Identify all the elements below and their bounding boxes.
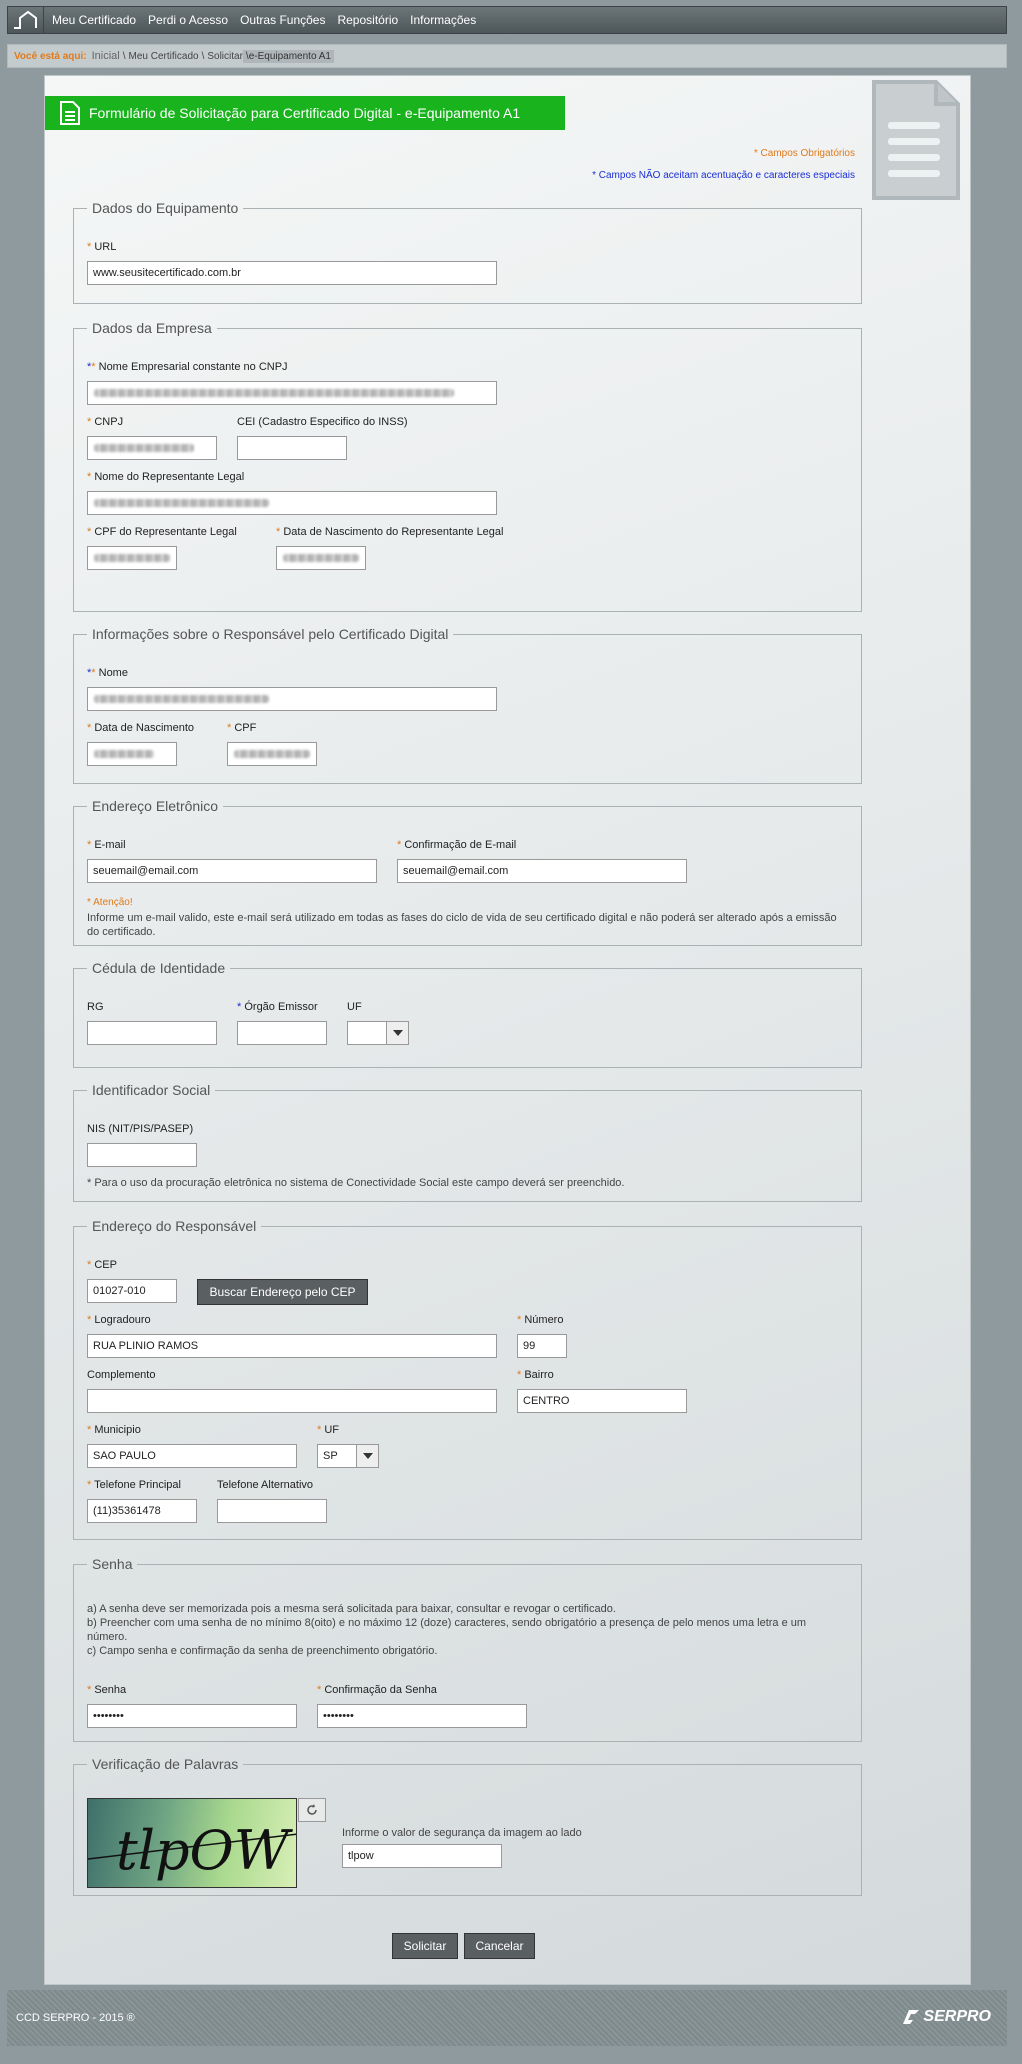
nav-perdi-acesso[interactable]: Perdi o Acesso <box>148 13 229 27</box>
redacted-value <box>94 554 170 562</box>
rg-label: RG <box>87 1001 104 1013</box>
cpf-representante-input[interactable] <box>87 546 177 570</box>
rg-input[interactable] <box>87 1021 217 1045</box>
numero-input[interactable]: 99 <box>517 1334 567 1358</box>
home-icon <box>12 10 40 30</box>
section-identidade <box>73 960 862 1068</box>
uf-endereco-select[interactable] <box>317 1444 379 1468</box>
attention-title: * Atenção! <box>87 897 133 908</box>
section-title: Verificação de Palavras <box>92 1756 239 1772</box>
url-label: * URL <box>87 241 117 253</box>
nis-label: NIS (NIT/PIS/PASEP) <box>87 1123 194 1135</box>
redacted-value <box>234 750 310 758</box>
section-empresa <box>73 320 862 612</box>
breadcrumb-separator: \ <box>122 50 126 62</box>
uf-endereco-label: * UF <box>317 1424 340 1436</box>
attention-text: Informe um e-mail valido, este e-mail será utilizado em todas as fases do ciclo de vida de seu certificado digital e não poderá ser alterado após a emissão do certificado. <box>87 912 837 938</box>
form-title: Formulário de Solicitação para Certificado Digital - e-Equipamento A1 <box>89 105 521 121</box>
breadcrumb-label: Você está aqui: <box>14 50 87 62</box>
uf-selected-value: SP <box>323 1450 338 1462</box>
nav-repositorio[interactable]: Repositório <box>337 13 399 27</box>
complemento-input[interactable] <box>87 1389 497 1413</box>
section-title: Senha <box>92 1556 133 1572</box>
nav-meu-certificado[interactable]: Meu Certificado <box>52 13 137 27</box>
top-nav <box>7 6 1007 34</box>
document-watermark-icon <box>866 76 966 206</box>
telefone-alternativo-input[interactable] <box>217 1499 327 1523</box>
nome-empresarial-input[interactable] <box>87 381 497 405</box>
section-endereco <box>73 1218 862 1540</box>
nome-input[interactable] <box>87 687 497 711</box>
redacted-value <box>94 499 269 507</box>
email-confirm-input[interactable]: seuemail@email.com <box>397 859 687 883</box>
breadcrumb-meu-certificado[interactable]: Meu Certificado <box>128 50 199 62</box>
cei-input[interactable] <box>237 436 347 460</box>
chevron-down-icon[interactable] <box>386 1022 408 1044</box>
complemento-label: Complemento <box>87 1369 156 1381</box>
nav-informacoes[interactable]: Informações <box>410 13 477 27</box>
brand-name: SERPRO <box>923 2008 991 2025</box>
redacted-value <box>94 695 269 703</box>
section-captcha <box>73 1756 862 1896</box>
senha-confirm-label: * Confirmação da Senha <box>317 1684 437 1696</box>
required-fields-note: * Campos Obrigatórios <box>753 148 855 159</box>
section-identificador-social <box>73 1082 862 1202</box>
nascimento-input[interactable] <box>87 742 177 766</box>
breadcrumb-home[interactable]: Inicial <box>91 50 120 62</box>
nis-note: * Para o uso da procuração eletrônica no sistema de Conectividade Social este campo deverá ser preenchido. <box>87 1177 625 1189</box>
captcha-image <box>87 1798 297 1888</box>
form-panel <box>44 75 971 1985</box>
breadcrumb-current: \e-Equipamento A1 <box>243 50 334 63</box>
section-responsavel <box>73 626 862 784</box>
representante-label: * Nome do Representante Legal <box>87 471 245 483</box>
senha-rules <box>87 1602 847 1658</box>
section-title: Dados da Empresa <box>92 320 212 336</box>
no-accents-note: * Campos NÃO aceitam acentuação e caracteres especiais <box>592 170 855 181</box>
cpf-representante-label: * CPF do Representante Legal <box>87 526 237 538</box>
cnpj-label: * CNPJ <box>87 416 124 428</box>
refresh-icon <box>306 1804 318 1816</box>
cep-input[interactable]: 01027-010 <box>87 1279 177 1303</box>
orgao-emissor-label: * Órgão Emissor <box>237 1001 318 1013</box>
municipio-input[interactable]: SAO PAULO <box>87 1444 297 1468</box>
uf-select[interactable] <box>347 1021 409 1045</box>
bairro-label: * Bairro <box>517 1369 554 1381</box>
copyright: CCD SERPRO - 2015 ® <box>16 2012 135 2024</box>
senha-rule-c: c) Campo senha e confirmação da senha de preenchimento obrigatório. <box>87 1645 438 1657</box>
email-label: * E-mail <box>87 839 126 851</box>
url-input[interactable]: www.seusitecertificado.com.br <box>87 261 497 285</box>
section-title: Dados do Equipamento <box>92 200 239 216</box>
section-title: Endereço do Responsável <box>92 1218 257 1234</box>
municipio-label: * Municipio <box>87 1424 141 1436</box>
email-confirm-label: * Confirmação de E-mail <box>397 839 517 851</box>
email-input[interactable]: seuemail@email.com <box>87 859 377 883</box>
redacted-value <box>283 554 359 562</box>
section-equipamento <box>73 200 862 304</box>
telefone-principal-label: * Telefone Principal <box>87 1479 181 1491</box>
section-title: Cédula de Identidade <box>92 960 226 976</box>
serpro-logo-icon <box>899 2006 921 2028</box>
cancelar-button[interactable]: Cancelar <box>464 1933 535 1959</box>
senha-label: * Senha <box>87 1684 127 1696</box>
nasc-representante-input[interactable] <box>276 546 366 570</box>
cpf-label: * CPF <box>227 722 257 734</box>
captcha-input[interactable]: tlpow <box>342 1844 502 1868</box>
senha-confirm-input[interactable]: •••••••• <box>317 1704 527 1728</box>
form-title-bar <box>45 96 565 130</box>
solicitar-button[interactable]: Solicitar <box>392 1933 458 1959</box>
section-title: Identificador Social <box>92 1082 211 1098</box>
breadcrumb-solicitar[interactable]: Solicitar <box>207 50 243 62</box>
cpf-input[interactable] <box>227 742 317 766</box>
telefone-alternativo-label: Telefone Alternativo <box>217 1479 314 1491</box>
representante-input[interactable] <box>87 491 497 515</box>
senha-input[interactable]: •••••••• <box>87 1704 297 1728</box>
captcha-glyphs <box>88 1799 297 1888</box>
numero-label: * Número <box>517 1314 564 1326</box>
nav-outras-funcoes[interactable]: Outras Funções <box>240 13 326 27</box>
cei-label: CEI (Cadastro Especifico do INSS) <box>237 416 408 428</box>
captcha-instruction: Informe o valor de segurança da imagem ao lado <box>342 1827 582 1839</box>
nome-label: ** Nome <box>87 667 128 679</box>
nome-empresarial-label: ** Nome Empresarial constante no CNPJ <box>87 361 288 373</box>
redacted-value <box>94 444 194 452</box>
captcha-text: tlpOW <box>116 1819 290 1882</box>
buscar-cep-button[interactable]: Buscar Endereço pelo CEP <box>197 1279 368 1305</box>
cnpj-input[interactable] <box>87 436 217 460</box>
chevron-down-icon[interactable] <box>356 1445 378 1467</box>
section-email <box>73 798 862 946</box>
nasc-representante-label: * Data de Nascimento do Representante Legal <box>276 526 504 538</box>
orgao-emissor-input[interactable] <box>237 1021 327 1045</box>
document-icon <box>59 100 81 126</box>
section-senha <box>73 1556 862 1742</box>
redacted-value <box>94 389 454 397</box>
logradouro-input[interactable]: RUA PLINIO RAMOS <box>87 1334 497 1358</box>
senha-rule-b: b) Preencher com uma senha de no mínimo 8(oito) e no máximo 12 (doze) caracteres, sendo obrigatório a presença de pelo menos uma letra e um número. <box>87 1617 807 1643</box>
nascimento-label: * Data de Nascimento <box>87 722 195 734</box>
breadcrumb-separator: \ <box>201 50 205 62</box>
footer <box>7 1990 1007 2046</box>
section-title: Informações sobre o Responsável pelo Certificado Digital <box>92 626 449 642</box>
serpro-logo <box>899 2006 991 2028</box>
telefone-principal-input[interactable]: (11)35361478 <box>87 1499 197 1523</box>
section-title: Endereço Eletrônico <box>92 798 219 814</box>
bairro-input[interactable]: CENTRO <box>517 1389 687 1413</box>
redacted-value <box>94 750 154 758</box>
home-button[interactable] <box>8 7 44 33</box>
logradouro-label: * Logradouro <box>87 1314 151 1326</box>
breadcrumb <box>7 44 1007 68</box>
senha-rule-a: a) A senha deve ser memorizada pois a mesma será solicitada para baixar, consultar e revogar o certificado. <box>87 1603 616 1615</box>
cep-label: * CEP <box>87 1259 117 1271</box>
nis-input[interactable] <box>87 1143 197 1167</box>
refresh-captcha-button[interactable] <box>298 1798 326 1822</box>
uf-label: UF <box>347 1001 362 1013</box>
